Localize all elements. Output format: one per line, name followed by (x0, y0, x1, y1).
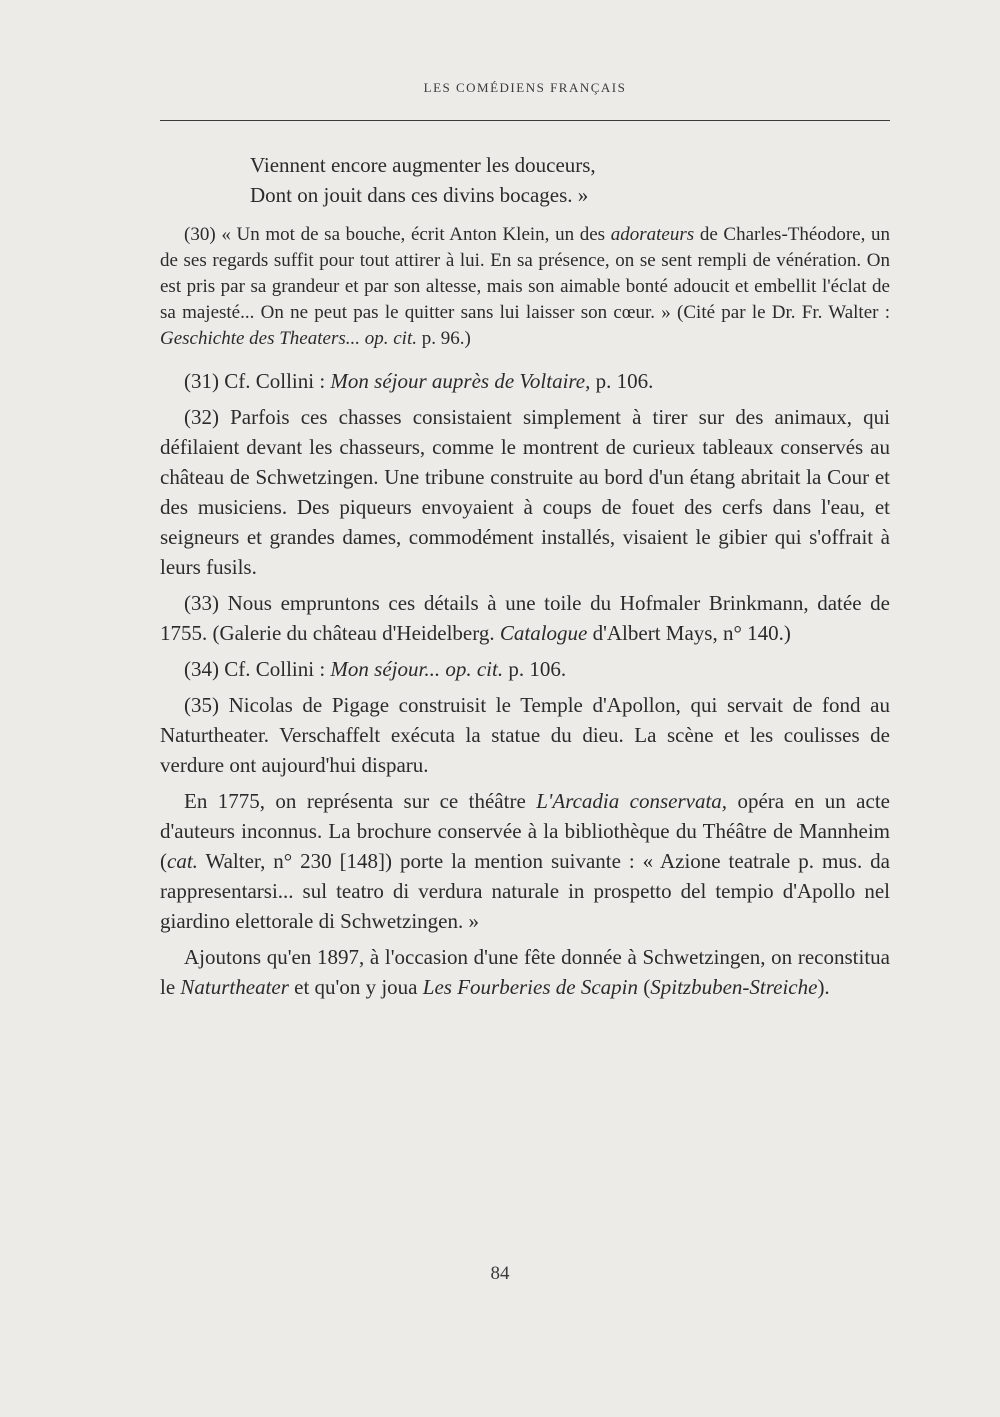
para-italic: Naturtheater (180, 975, 289, 999)
para-italic: Les Fourberies de Scapin (422, 975, 638, 999)
para-italic: cat. (167, 849, 198, 873)
verse-quote (160, 150, 890, 210)
note-italic: adorateurs (610, 224, 695, 245)
para-text: En 1775, on représenta sur ce théâtre (184, 789, 537, 813)
footnote-33 (160, 588, 890, 648)
para-text: Walter, n° 230 [148]) porte la mention suivante : « Azione teatrale p. mus. da rappresentarsi... sul teatro di verdura naturale in prospetto del tempio d'Apollo nel giardino elettorale di Schwetzingen. » (160, 849, 890, 933)
page-body (160, 150, 890, 1002)
para-italic: Spitzbuben-Streiche (650, 975, 818, 999)
para-text: Ajoutons qu'en 1897, à l'occasion d'une fête donnée à Schwetzingen, on reconstitua le (160, 945, 890, 999)
para-text: ). (817, 975, 830, 999)
paragraph-1897 (160, 942, 890, 1002)
para-italic: L'Arcadia conservata, (536, 789, 728, 813)
note-italic: Geschichte des Theaters... op. cit. (160, 328, 417, 349)
note-text: (33) Nous empruntons ces détails à une toile du Hofmaler Brinkmann, datée de 1755. (Galerie du château d'Heidelberg. (160, 591, 890, 645)
note-text: de Charles-Théodore, un de ses regards suffit pour tout attirer à lui. En sa présence, on se sent rempli de vénération. On est pris par sa grandeur et par son altesse, mais son aimable bonté adoucit et embellit l'éclat de sa majesté... On ne peut pas le quitter sans lui laisser son cœur. » (Cité par le Dr. Fr. Walter : (160, 224, 890, 323)
note-italic: Catalogue (499, 621, 588, 645)
note-text: p. 96.) (416, 328, 471, 349)
note-italic: Mon séjour... op. cit. (330, 657, 504, 681)
verse-line: Viennent encore augmenter les douceurs, (250, 153, 596, 177)
header-rule (160, 120, 890, 121)
note-text: p. 106. (590, 369, 654, 393)
note-text: p. 106. (503, 657, 567, 681)
note-text: (34) Cf. Collini : (184, 657, 331, 681)
note-italic: Mon séjour auprès de Voltaire, (330, 369, 591, 393)
para-text: et qu'on y joua (288, 975, 423, 999)
verse-line: Dont on jouit dans ces divins bocages. » (250, 183, 589, 207)
note-text: (31) Cf. Collini : (184, 369, 331, 393)
note-text: (30) « Un mot de sa bouche, écrit Anton Klein, un des (184, 224, 611, 245)
footnote-34 (160, 654, 890, 684)
note-text: d'Albert Mays, n° 140.) (587, 621, 791, 645)
page-number: 84 (490, 1263, 510, 1284)
paragraph-arcadia (160, 786, 890, 936)
footnote-31 (160, 366, 890, 396)
running-header: LES COMÉDIENS FRANÇAIS (423, 80, 627, 95)
footnote-32: (32) Parfois ces chasses consistaient simplement à tirer sur des animaux, qui défilaient devant les chasseurs, comme le montrent de curieux tableaux conservés au château de Schwetzingen. Une tribune construite au bord d'un étang abritait la Cour et des musiciens. Des piqueurs envoyaient à coups de fouet des cerfs dans l'eau, et seigneurs et grandes dames, commodément installés, visaient le gibier qui s'offrait à leurs fusils. (160, 405, 890, 579)
para-text: opéra en un acte d'auteurs inconnus. La brochure conservée à la bibliothèque du Théâtre de Mannheim ( (160, 789, 890, 873)
para-text: ( (638, 975, 651, 999)
footnote-35: (35) Nicolas de Pigage construisit le Temple d'Apollon, qui servait de fond au Naturtheater. Verschaffelt exécuta la statue du dieu. La scène et les coulisses de verdure ont aujourd'hui disparu. (160, 693, 890, 777)
footnote-30 (160, 222, 890, 352)
